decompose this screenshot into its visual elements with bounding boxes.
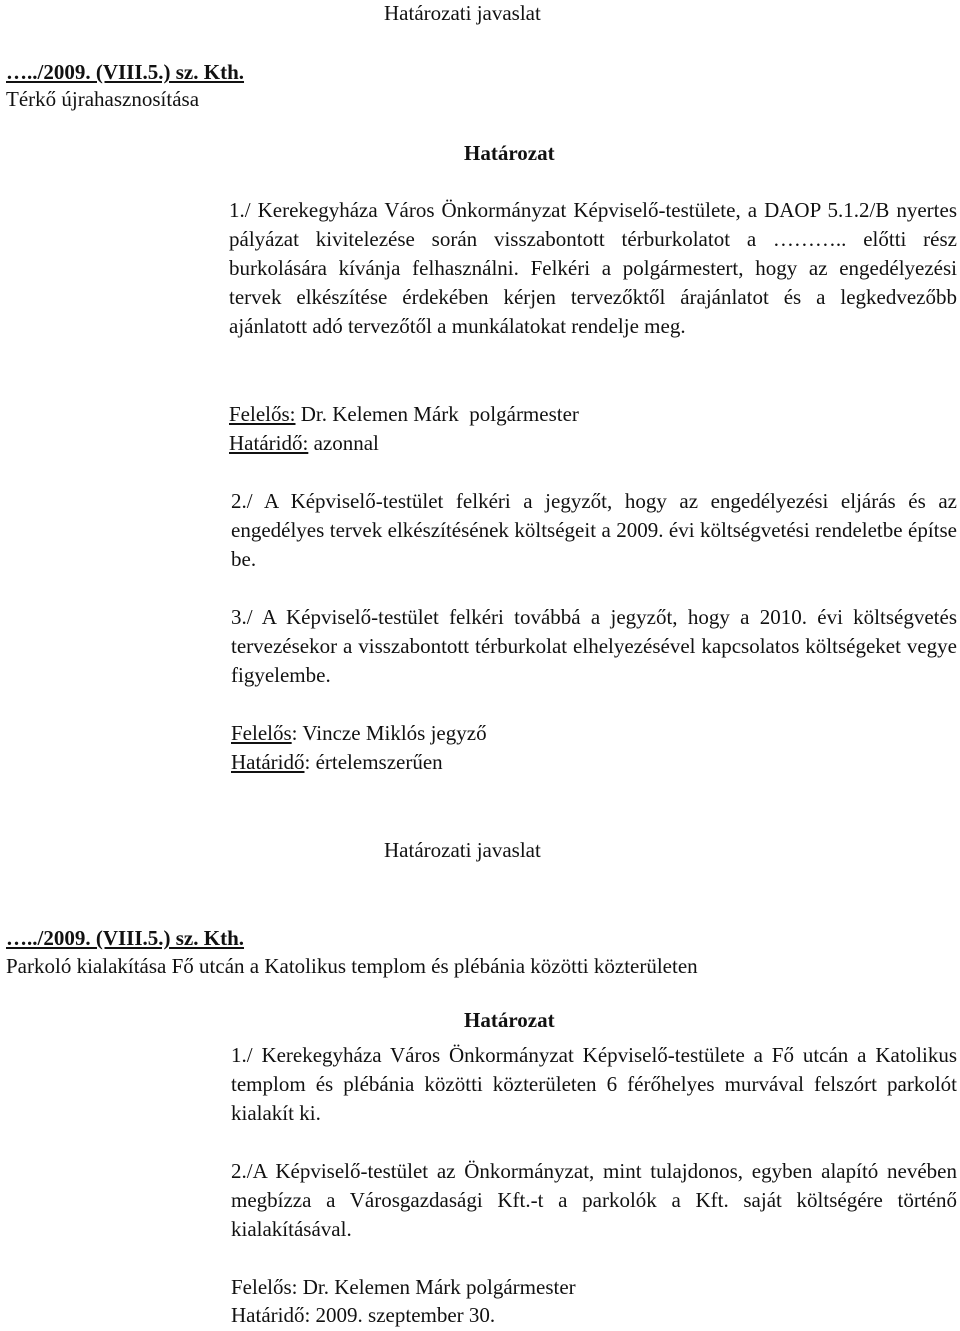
deadline-line-2 xyxy=(231,748,443,777)
responsible-line-3: Felelős: Dr. Kelemen Márk polgármester xyxy=(231,1275,576,1299)
deadline-label: Határidő xyxy=(231,750,305,774)
proposal-title-1: Határozati javaslat xyxy=(384,1,541,25)
resolution-point-3: 3./ A Képviselő-testület felkéri továbbá a jegyzőt, hogy a 2010. évi költségvetés tervezésekor a visszabontott térburkolat elhelyezésével kapcsolatos költségeket vegye figyelembe. xyxy=(231,605,957,687)
resolution-number-2: …../2009. (VIII.5.) sz. Kth. xyxy=(6,926,245,950)
deadline-line-1 xyxy=(229,429,379,458)
resolution-point-2b: 2./A Képviselő-testület az Önkormányzat, mint tulajdonos, egyben alapító nevében megbízza a Városgazdasági Kft.-t a parkolók a Kft. saját költségére történő kialakításával. xyxy=(231,1159,957,1241)
decision-heading-1: Határozat xyxy=(464,141,555,165)
responsible-label: Felelős: xyxy=(229,402,296,426)
deadline-label: Határidő: xyxy=(229,431,309,455)
deadline-line-3: Határidő: 2009. szeptember 30. xyxy=(231,1303,496,1327)
resolution-point-1: 1./ Kerekegyháza Város Önkormányzat Képviselő-testülete, a DAOP 5.1.2/B nyertes pályázat kivitelezése során visszabontott térburkolatot a ……….. előtti rész burkolására kívánja felhasználni. Felkéri a polgármestert, hogy az engedélyezési tervek elkészítése érdekében kérjen tervezőktől árajánlatot és a legkedvezőbb ajánlatott adó tervezőtől a munkálatokat rendelje meg. xyxy=(229,198,957,338)
responsible-line-1 xyxy=(229,400,579,429)
resolution-number-1: …../2009. (VIII.5.) sz. Kth. xyxy=(6,60,245,84)
responsible-value: Dr. Kelemen Márk polgármester xyxy=(300,402,579,426)
resolution-subject-1: Térkő újrahasznosítása xyxy=(6,87,200,111)
deadline-value: : értelemszerűen xyxy=(304,750,443,774)
proposal-title-2: Határozati javaslat xyxy=(384,838,541,862)
resolution-point-1b: 1./ Kerekegyháza Város Önkormányzat Képviselő-testülete a Fő utcán a Katolikus templom és plébánia közötti közterületen 6 férőhelyes murvával felszórt parkolót kialakít ki. xyxy=(231,1043,957,1125)
deadline-value: azonnal xyxy=(313,431,379,455)
decision-heading-2: Határozat xyxy=(464,1008,555,1032)
responsible-value: : Vincze Miklós jegyző xyxy=(291,721,487,745)
responsible-label: Felelős xyxy=(231,721,292,745)
resolution-point-2: 2./ A Képviselő-testület felkéri a jegyzőt, hogy az engedélyezési eljárás és az engedélyes tervek elkészítésének költségeit a 2009. évi költségvetési rendeletbe építse be. xyxy=(231,489,957,571)
responsible-line-2 xyxy=(231,719,487,748)
resolution-subject-2: Parkoló kialakítása Fő utcán a Katolikus templom és plébánia közötti közterületen xyxy=(6,954,698,978)
